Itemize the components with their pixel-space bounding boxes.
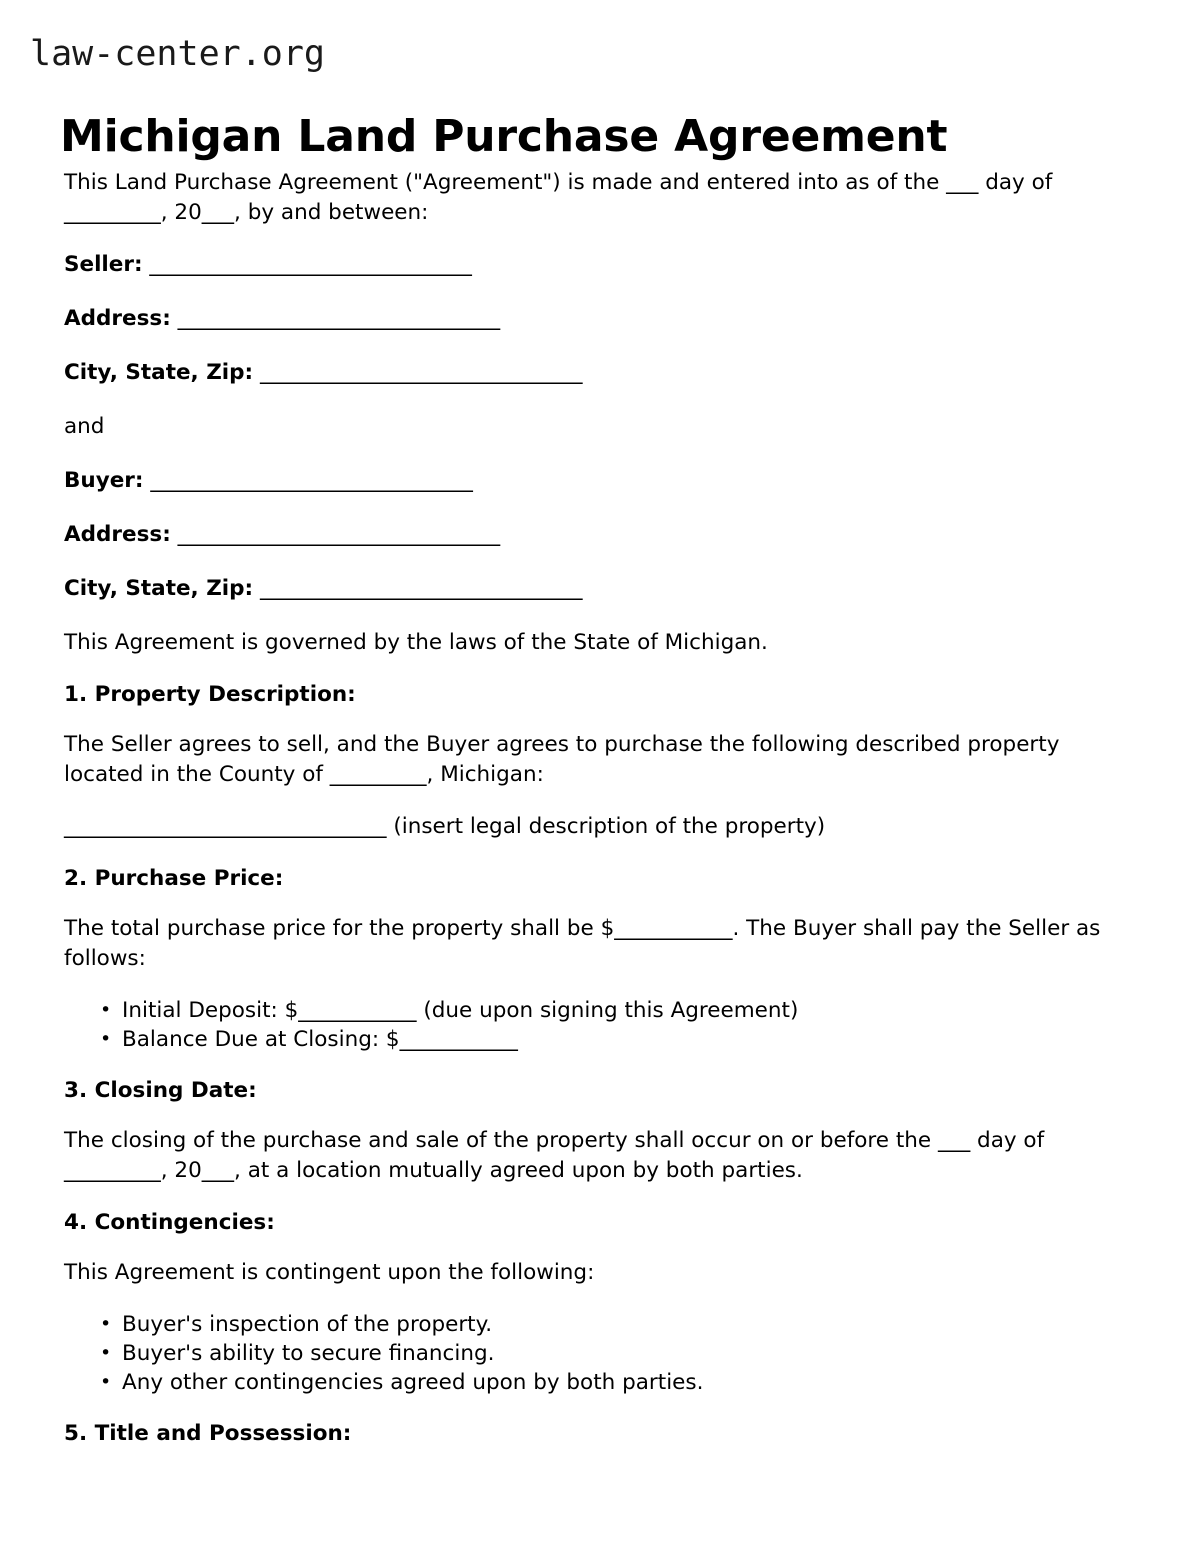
- section-heading-2: 2. Purchase Price:: [64, 866, 284, 891]
- list-item: • Balance Due at Closing: $___________: [122, 1025, 1112, 1054]
- and-connector: and: [64, 414, 105, 439]
- document-body: [64, 168, 1112, 1469]
- seller-address-blank[interactable]: ______________________________: [170, 306, 501, 331]
- seller-citystatezip-label: City, State, Zip:: [64, 360, 254, 385]
- section-heading-5: 5. Title and Possession:: [64, 1421, 352, 1446]
- seller-address-label: Address:: [64, 306, 171, 331]
- list-item: • Buyer's inspection of the property.: [122, 1310, 1112, 1339]
- list-item: • Any other contingencies agreed upon by both parties.: [122, 1368, 1112, 1397]
- seller-citystatezip-blank[interactable]: ______________________________: [253, 360, 583, 385]
- legal-description-blank[interactable]: ______________________________ (insert legal description of the property): [64, 814, 826, 839]
- section-heading-3: 3. Closing Date:: [64, 1078, 257, 1103]
- buyer-address-label: Address:: [64, 522, 171, 547]
- section-heading-1: 1. Property Description:: [64, 682, 356, 707]
- section-heading-4: 4. Contingencies:: [64, 1210, 275, 1235]
- section-body-4: This Agreement is contingent upon the following:: [64, 1260, 595, 1285]
- governing-law-paragraph: This Agreement is governed by the laws of the State of Michigan.: [64, 630, 768, 655]
- buyer-label: Buyer:: [64, 468, 144, 493]
- seller-address-field: [64, 304, 1112, 334]
- intro-paragraph: This Land Purchase Agreement ("Agreement") is made and entered into as of the ___ day of _________, 20___, by and between:: [64, 170, 1053, 225]
- section-body-1: The Seller agrees to sell, and the Buyer agrees to purchase the following described property located in the County of _________, Michigan:: [64, 732, 1060, 787]
- site-name: law-center.org: [30, 34, 326, 74]
- buyer-citystatezip-label: City, State, Zip:: [64, 576, 254, 601]
- purchase-price-list: [64, 996, 1112, 1054]
- seller-label: Seller:: [64, 252, 143, 277]
- buyer-address-field: [64, 520, 1112, 550]
- section-body-3: The closing of the purchase and sale of the property shall occur on or before the ___ day of _________, 20___, at a location mutually agreed upon by both parties.: [64, 1128, 1045, 1183]
- page-title: Michigan Land Purchase Agreement: [60, 111, 948, 163]
- section-body-2: The total purchase price for the property shall be $___________. The Buyer shall pay the Seller as follows:: [64, 916, 1101, 971]
- seller-field: [64, 250, 1112, 280]
- list-item: • Initial Deposit: $___________ (due upon signing this Agreement): [122, 996, 1112, 1025]
- contingencies-list: [64, 1310, 1112, 1397]
- buyer-citystatezip-blank[interactable]: ______________________________: [253, 576, 583, 601]
- seller-citystatezip-field: [64, 358, 1112, 388]
- buyer-field: [64, 466, 1112, 496]
- list-item: • Buyer's ability to secure financing.: [122, 1339, 1112, 1368]
- buyer-citystatezip-field: [64, 574, 1112, 604]
- buyer-address-blank[interactable]: ______________________________: [170, 522, 501, 547]
- buyer-blank[interactable]: ______________________________: [143, 468, 473, 493]
- seller-blank[interactable]: ______________________________: [142, 252, 472, 277]
